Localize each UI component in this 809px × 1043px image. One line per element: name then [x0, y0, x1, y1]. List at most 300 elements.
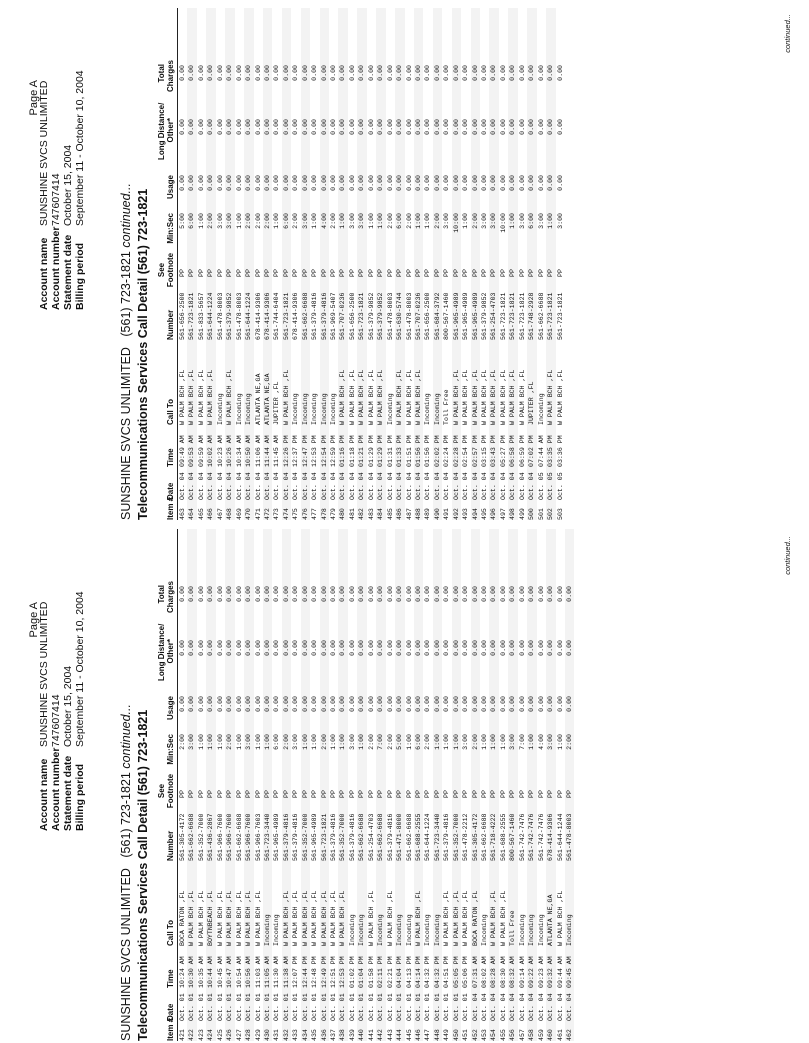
row-usage: 0.00: [518, 175, 526, 191]
row-call-to: Toll Free: [443, 389, 451, 425]
row-footnote: PP: [518, 269, 526, 277]
col-usage: Usage: [166, 696, 175, 721]
row-time: 12:37 PM: [292, 435, 300, 467]
row-number: 561-688-2555: [499, 813, 507, 861]
table-row: [197, 8, 206, 520]
row-time: 01:16 PM: [339, 435, 347, 467]
col-number: Number: [166, 830, 175, 861]
statement-date-label: Statement date: [62, 234, 74, 310]
row-time: 01:02 PM: [348, 956, 356, 988]
row-usage: 0.00: [471, 175, 479, 191]
row-long-distance: 0.00: [226, 119, 234, 135]
row-total: 0.00: [197, 65, 205, 81]
row-date: Oct. 01: [405, 993, 413, 1021]
row-min-sec: 2:00: [292, 213, 300, 229]
row-total: 0.00: [499, 65, 507, 81]
row-long-distance: 0.00: [320, 640, 328, 656]
row-total: 0.00: [565, 586, 573, 602]
row-footnote: PP: [462, 269, 470, 277]
row-item: 466: [207, 508, 215, 520]
row-item: 448: [433, 1029, 441, 1041]
row-item: 432: [282, 1029, 290, 1041]
row-min-sec: 3:00: [443, 213, 451, 229]
col-total: Total Charges: [157, 580, 175, 613]
row-call-to: Incoming: [433, 914, 441, 946]
row-min-sec: 7:00: [377, 734, 385, 750]
col-min-sec: Min:Sec: [166, 734, 175, 765]
table-row: [480, 8, 489, 520]
row-usage: 0.00: [537, 175, 545, 191]
row-item: 493: [462, 508, 470, 520]
row-date: Oct. 04: [377, 472, 385, 500]
row-footnote: PP: [396, 269, 404, 277]
row-footnote: PP: [443, 790, 451, 798]
account-name-value: SUNSHINE SVCS UNLIMITED: [38, 601, 50, 747]
table-row: [178, 8, 187, 520]
row-min-sec: 2:00: [386, 213, 394, 229]
row-usage: 0.00: [339, 696, 347, 712]
row-footnote: PP: [320, 269, 328, 277]
row-total: 0.00: [405, 65, 413, 81]
row-footnote: PP: [367, 790, 375, 798]
row-call-to: Incoming: [424, 914, 432, 946]
row-usage: 0.00: [216, 696, 224, 712]
table-row: [254, 8, 263, 520]
row-footnote: PP: [509, 790, 517, 798]
row-number: 800-567-1460: [443, 292, 451, 340]
table-row: [338, 529, 347, 1041]
row-item: 485: [386, 508, 394, 520]
row-min-sec: 2:00: [245, 213, 253, 229]
row-item: 503: [556, 508, 564, 520]
row-usage: 0.00: [556, 175, 564, 191]
row-min-sec: 2:00: [226, 734, 234, 750]
table-row: [254, 529, 263, 1041]
row-item: 442: [377, 1029, 385, 1041]
row-date: Oct. 01: [433, 993, 441, 1021]
account-name-value: SUNSHINE SVCS UNLIMITED: [38, 80, 50, 226]
row-time: 11:03 AM: [254, 956, 262, 988]
table-row: [452, 529, 461, 1041]
row-long-distance: 0.00: [226, 640, 234, 656]
row-date: Oct. 04: [386, 472, 394, 500]
row-date: Oct. 04: [273, 472, 281, 500]
row-number: 678-414-9306: [292, 292, 300, 340]
row-item: 502: [547, 508, 555, 520]
row-date: Oct. 01: [245, 993, 253, 1021]
row-usage: 0.00: [273, 696, 281, 712]
row-item: 488: [414, 508, 422, 520]
row-long-distance: 0.00: [245, 640, 253, 656]
row-call-to: W PALM BCH ,FL: [254, 890, 262, 946]
row-min-sec: 4:00: [537, 734, 545, 750]
row-call-to: W PALM BCH ,FL: [188, 369, 196, 425]
row-time: 02:54 PM: [462, 435, 470, 467]
row-min-sec: 3:00: [556, 213, 564, 229]
row-total: 0.00: [348, 65, 356, 81]
row-item: 500: [528, 508, 536, 520]
table-row: [537, 8, 546, 520]
table-row: [244, 529, 253, 1041]
row-footnote: PP: [537, 269, 545, 277]
row-date: Oct. 04: [556, 993, 564, 1021]
table-row: [320, 529, 329, 1041]
row-number: 561-478-8003: [565, 813, 573, 861]
row-footnote: PP: [179, 790, 186, 798]
row-min-sec: 3:00: [547, 734, 555, 750]
row-min-sec: 3:00: [292, 734, 300, 750]
row-long-distance: 0.00: [556, 119, 564, 135]
row-footnote: PP: [188, 790, 196, 798]
row-usage: 0.00: [367, 175, 375, 191]
row-usage: 0.00: [490, 175, 498, 191]
row-footnote: PP: [396, 790, 404, 798]
row-usage: 0.00: [462, 696, 470, 712]
table-row: [489, 8, 498, 520]
table-row: [442, 8, 451, 520]
row-number: 561-688-2555: [414, 813, 422, 861]
row-min-sec: 1:00: [235, 734, 243, 750]
row-number: 561-965-4989: [311, 813, 319, 861]
row-min-sec: 3:00: [301, 213, 309, 229]
row-usage: 0.00: [320, 696, 328, 712]
row-time: 07:44 AM: [537, 435, 545, 467]
row-number: 561-662-6688: [481, 813, 488, 861]
table-row: [376, 529, 385, 1041]
row-call-to: Incoming: [386, 393, 394, 425]
row-item: 440: [358, 1029, 366, 1041]
row-long-distance: 0.00: [216, 119, 224, 135]
row-call-to: BOCA RATON ,FL: [179, 890, 186, 946]
row-usage: 0.00: [282, 696, 290, 712]
table-row: [546, 8, 555, 520]
row-usage: 0.00: [509, 696, 517, 712]
row-item: 421: [179, 1029, 186, 1041]
row-long-distance: 0.00: [358, 640, 366, 656]
row-call-to: W PALM BCH ,FL: [197, 890, 205, 946]
row-item: 487: [405, 508, 413, 520]
row-call-to: W PALM BCH ,FL: [320, 890, 328, 946]
row-long-distance: 0.00: [414, 640, 422, 656]
row-long-distance: 0.00: [499, 119, 507, 135]
table-row: [338, 8, 347, 520]
row-number: 561-656-2500: [348, 292, 356, 340]
row-call-to: Incoming: [537, 914, 545, 946]
table-row: [433, 8, 442, 520]
row-min-sec: 2:00: [179, 734, 186, 750]
row-item: 451: [462, 1029, 470, 1041]
row-footnote: PP: [537, 790, 545, 798]
row-date: Oct. 04: [396, 472, 404, 500]
row-usage: 0.00: [377, 696, 385, 712]
row-time: 08:32 AM: [509, 956, 517, 988]
row-footnote: PP: [245, 790, 253, 798]
row-long-distance: 0.00: [528, 640, 536, 656]
row-long-distance: 0.00: [547, 640, 555, 656]
row-min-sec: 1:00: [433, 734, 441, 750]
row-long-distance: 0.00: [481, 640, 488, 656]
row-date: Oct. 04: [311, 472, 319, 500]
row-item: 455: [499, 1029, 507, 1041]
row-date: Oct. 04: [452, 472, 460, 500]
row-number: 561-436-2867: [207, 813, 215, 861]
row-min-sec: 6:00: [273, 734, 281, 750]
row-call-to: W PALM BCH ,FL: [367, 890, 375, 946]
row-footnote: PP: [490, 790, 498, 798]
row-time: 09:53 AM: [188, 435, 196, 467]
row-number: 561-723-1821: [509, 292, 517, 340]
row-usage: 0.00: [245, 175, 253, 191]
row-call-to: W PALM BCH ,FL: [499, 369, 507, 425]
row-date: Oct. 04: [405, 472, 413, 500]
table-row: [244, 8, 253, 520]
row-date: Oct. 01: [207, 993, 215, 1021]
continued-word: continued...: [119, 183, 133, 248]
row-time: 10:44 AM: [207, 956, 215, 988]
row-usage: 0.00: [282, 175, 290, 191]
row-footnote: PP: [443, 269, 451, 277]
row-call-to: Incoming: [301, 393, 309, 425]
row-footnote: PP: [471, 790, 479, 798]
row-item: 439: [348, 1029, 356, 1041]
row-item: 477: [311, 508, 319, 520]
row-usage: 0.00: [405, 696, 413, 712]
row-time: 12:53 PM: [311, 435, 319, 467]
row-footnote: PP: [377, 269, 385, 277]
row-number: 561-723-1821: [188, 292, 196, 340]
row-number: 561-379-4816: [320, 292, 328, 340]
row-item: 496: [490, 508, 498, 520]
row-date: Oct. 04: [367, 472, 375, 500]
row-usage: 0.00: [188, 175, 196, 191]
row-total: 0.00: [226, 586, 234, 602]
row-date: Oct. 01: [330, 993, 337, 1021]
col-min-sec: Min:Sec: [166, 213, 175, 244]
row-footnote: PP: [207, 790, 215, 798]
row-call-to: W PALM BCH ,FL: [443, 890, 451, 946]
row-usage: 0.00: [367, 696, 375, 712]
table-row: [263, 8, 272, 520]
row-long-distance: 0.00: [188, 640, 196, 656]
row-total: 0.00: [481, 65, 488, 81]
row-min-sec: 4:00: [320, 213, 328, 229]
row-item: 457: [518, 1029, 526, 1041]
row-long-distance: 0.00: [405, 119, 413, 135]
row-long-distance: 0.00: [311, 640, 319, 656]
row-number: 561-305-4172: [179, 813, 186, 861]
table-row: [386, 8, 395, 520]
row-item: 447: [424, 1029, 432, 1041]
row-date: Oct. 04: [235, 472, 243, 500]
account-number-value: 747607414: [50, 694, 62, 747]
row-date: Oct. 01: [292, 993, 300, 1021]
row-time: 02:21 PM: [386, 956, 394, 988]
row-long-distance: 0.00: [292, 119, 300, 135]
row-item: 444: [396, 1029, 404, 1041]
table-row: [187, 529, 196, 1041]
row-date: Oct. 04: [433, 472, 441, 500]
row-date: Oct. 04: [518, 472, 526, 500]
row-min-sec: 2:00: [471, 213, 479, 229]
row-time: 10:24 AM: [179, 956, 186, 988]
row-total: 0.00: [292, 65, 300, 81]
row-footnote: PP: [433, 790, 441, 798]
row-item: 472: [263, 508, 271, 520]
row-total: 0.00: [499, 586, 507, 602]
row-long-distance: 0.00: [556, 640, 564, 656]
row-date: Oct. 04: [188, 472, 196, 500]
billing-period-label: Billing period: [74, 242, 86, 310]
row-call-to: ATLANTA NE,GA: [254, 373, 262, 425]
row-long-distance: 0.00: [414, 119, 422, 135]
row-item: 434: [301, 1029, 309, 1041]
table-row: [310, 529, 319, 1041]
row-total: 0.00: [528, 586, 536, 602]
row-date: Oct. 04: [481, 472, 488, 500]
row-footnote: PP: [216, 790, 224, 798]
row-time: 10:35 AM: [197, 956, 205, 988]
row-long-distance: 0.00: [396, 640, 404, 656]
row-total: 0.00: [216, 586, 224, 602]
row-call-to: W PALM BCH ,FL: [226, 890, 234, 946]
row-time: 04:04 PM: [396, 956, 404, 988]
row-number: 561-966-7600: [245, 813, 253, 861]
row-usage: 0.00: [226, 696, 234, 712]
row-number: 561-662-6688: [377, 813, 385, 861]
table-row: [556, 8, 565, 520]
row-footnote: PP: [414, 790, 422, 798]
account-info: [38, 70, 86, 310]
row-time: 10:45 AM: [216, 956, 224, 988]
table-row: [329, 529, 338, 1041]
row-min-sec: 10:00: [499, 213, 507, 233]
row-item: 437: [330, 1029, 337, 1041]
table-row: [433, 529, 442, 1041]
row-usage: 0.00: [556, 696, 564, 712]
row-item: 474: [282, 508, 290, 520]
row-total: 0.00: [396, 65, 404, 81]
row-number: 561-379-4816: [348, 813, 356, 861]
row-call-to: W PALM BCH ,FL: [556, 369, 564, 425]
row-min-sec: 1:00: [339, 734, 347, 750]
row-time: 01:56 PM: [414, 435, 422, 467]
table-row: [546, 529, 555, 1041]
row-call-to: Incoming: [245, 393, 253, 425]
row-min-sec: 1:00: [273, 213, 281, 229]
row-usage: 0.00: [386, 696, 394, 712]
table-row: [414, 529, 423, 1041]
row-call-to: W PALM BCH ,FL: [556, 890, 564, 946]
row-long-distance: 0.00: [235, 640, 243, 656]
col-date: Date: [166, 482, 175, 500]
row-item: 438: [339, 1029, 347, 1041]
table-row: [376, 8, 385, 520]
row-min-sec: 2:00: [330, 213, 337, 229]
row-item: 452: [471, 1029, 479, 1041]
row-call-to: W PALM BCH ,FL: [547, 369, 555, 425]
table-row: [518, 8, 527, 520]
row-time: 08:28 AM: [490, 956, 498, 988]
row-item: 492: [452, 508, 460, 520]
row-date: Oct. 04: [414, 472, 422, 500]
row-number: 561-352-7000: [197, 813, 205, 861]
row-date: Oct. 05: [547, 472, 555, 500]
row-date: Oct. 01: [188, 993, 196, 1021]
row-call-to: Incoming: [528, 914, 536, 946]
row-long-distance: 0.00: [330, 119, 337, 135]
row-time: 08:30 AM: [499, 956, 507, 988]
row-total: 0.00: [282, 65, 290, 81]
row-total: 0.00: [452, 65, 460, 81]
row-usage: 0.00: [348, 175, 356, 191]
row-date: Oct. 04: [330, 472, 337, 500]
row-usage: 0.00: [339, 175, 347, 191]
row-total: 0.00: [330, 586, 337, 602]
row-total: 0.00: [405, 586, 413, 602]
statement-panel-left: [0, 522, 809, 1043]
row-item: 499: [518, 508, 526, 520]
account-number-label: Account number: [50, 226, 62, 310]
row-number: 561-707-0236: [414, 292, 422, 340]
row-call-to: Incoming: [481, 914, 488, 946]
row-long-distance: 0.00: [254, 119, 262, 135]
row-item: 483: [367, 508, 375, 520]
row-total: 0.00: [245, 65, 253, 81]
table-row: [395, 8, 404, 520]
continued-note: continued...: [783, 14, 792, 53]
row-date: Oct. 04: [509, 472, 517, 500]
row-min-sec: 1:00: [452, 734, 460, 750]
row-total: 0.00: [188, 65, 196, 81]
billing-period-label: Billing period: [74, 763, 86, 831]
row-footnote: PP: [254, 269, 262, 277]
col-total: Total Charges: [157, 59, 175, 92]
table-row: [235, 529, 244, 1041]
table-row: [423, 529, 432, 1041]
row-time: 04:13 PM: [405, 956, 413, 988]
row-footnote: PP: [481, 269, 488, 277]
row-total: 0.00: [396, 586, 404, 602]
row-call-to: W PALM BCH ,FL: [414, 890, 422, 946]
row-item: 486: [396, 508, 404, 520]
call-detail-section: [119, 529, 574, 1041]
row-total: 0.00: [254, 586, 262, 602]
row-date: Oct. 04: [207, 472, 215, 500]
row-item: 461: [556, 1029, 564, 1041]
row-total: 0.00: [471, 65, 479, 81]
table-row: [348, 8, 357, 520]
row-item: 459: [537, 1029, 545, 1041]
row-time: 10:50 AM: [245, 435, 253, 467]
row-item: 441: [367, 1029, 375, 1041]
row-total: 0.00: [443, 65, 451, 81]
row-number: 561-723-1821: [556, 292, 564, 340]
row-total: 0.00: [433, 65, 441, 81]
row-date: Oct. 04: [348, 472, 356, 500]
row-total: 0.00: [226, 65, 234, 81]
row-item: 443: [386, 1029, 394, 1041]
row-date: Oct. 01: [367, 993, 375, 1021]
row-call-to: W PALM BCH ,FL: [235, 890, 243, 946]
row-footnote: PP: [386, 790, 394, 798]
row-call-to: Incoming: [311, 393, 319, 425]
table-row: [329, 8, 338, 520]
table-row: [178, 529, 187, 1041]
row-time: 11:30 AM: [273, 956, 281, 988]
row-call-to: W PALM BCH ,FL: [197, 369, 205, 425]
row-number: 561-965-4989: [273, 813, 281, 861]
row-footnote: PP: [254, 790, 262, 798]
